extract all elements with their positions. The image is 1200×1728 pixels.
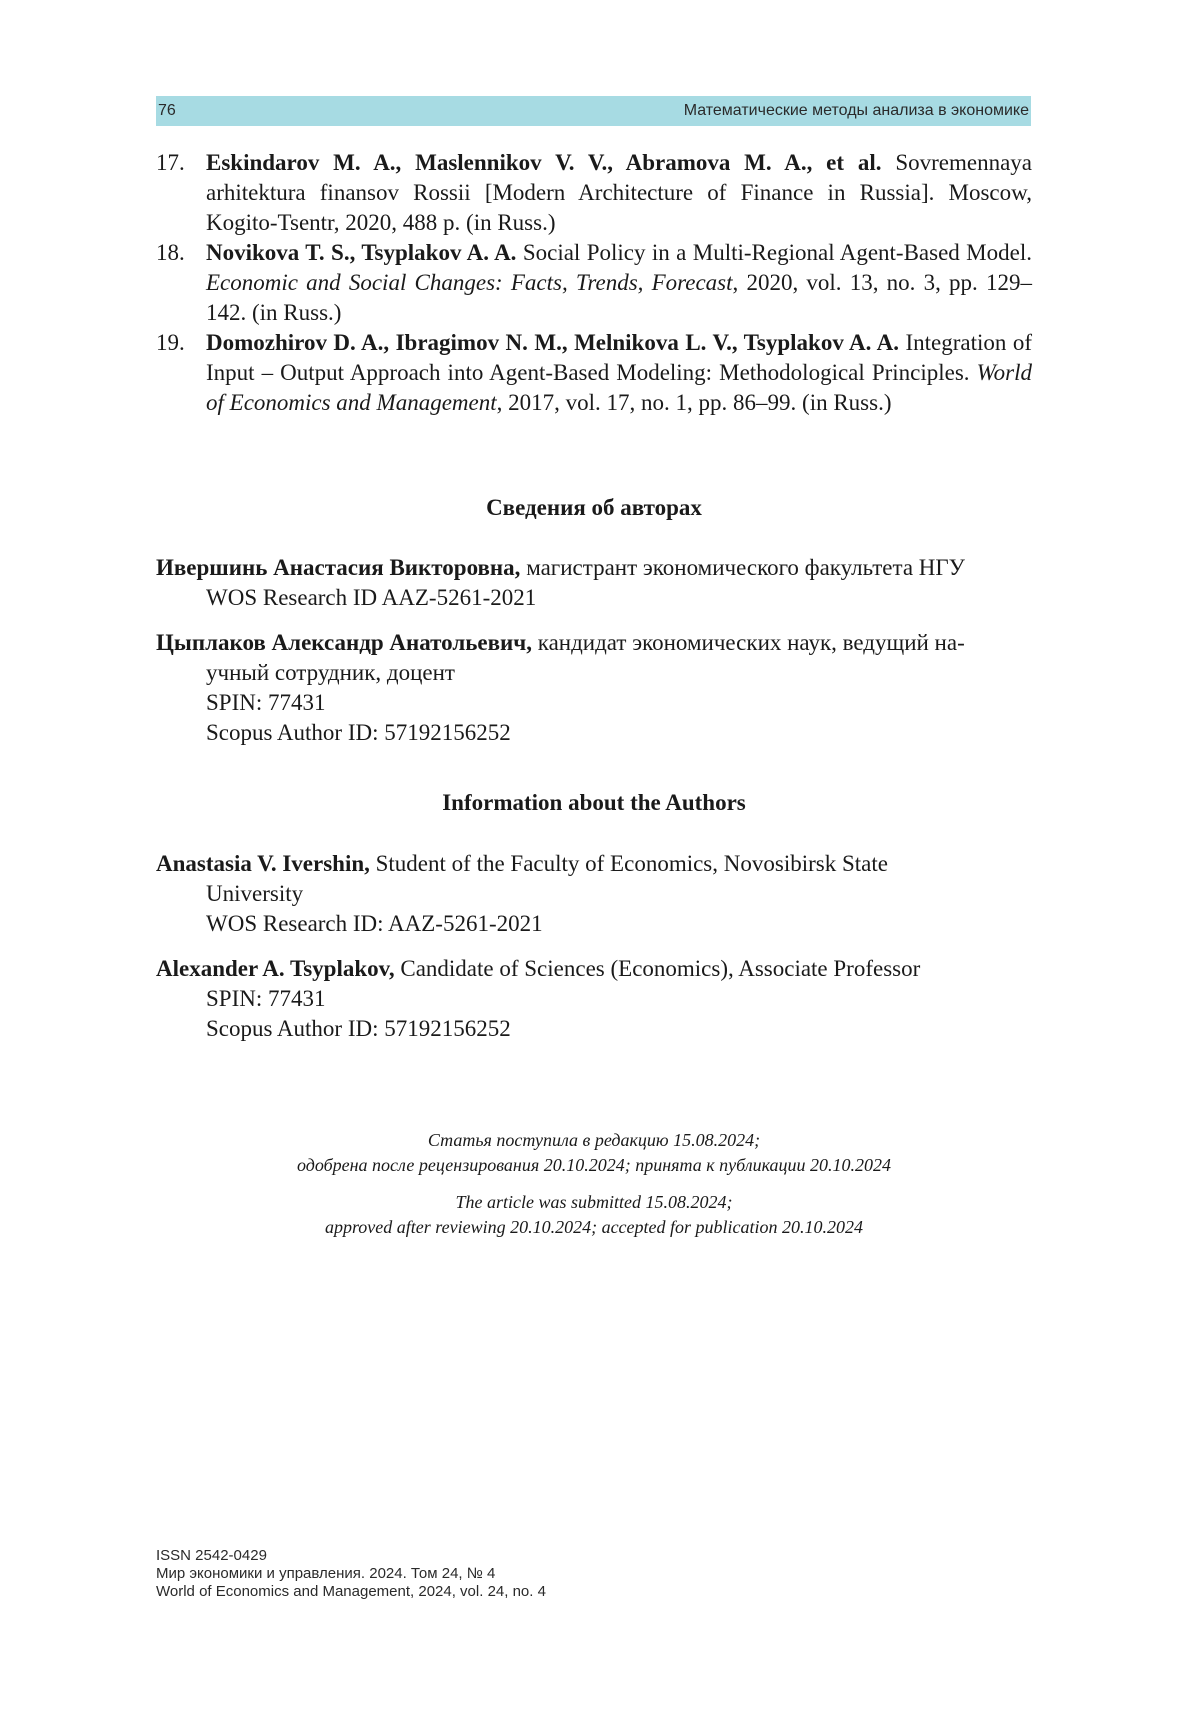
footer-journal-ru: Мир экономики и управления. 2024. Том 24, № 4 <box>156 1565 496 1582</box>
reference-details: , 2017, vol. 17, no. 1, pp. 86–99. (in Russ.) <box>496 390 892 415</box>
reference-body <box>206 238 1032 328</box>
author-name: Ивершинь Анастасия Викторовна, <box>156 555 521 580</box>
reference-number: 19. <box>156 330 185 355</box>
section-title: Математические методы анализа в экономике <box>683 102 1029 119</box>
reference-title: Social Policy in a Multi-Regional Agent-Based Model. <box>516 240 1032 265</box>
page-number: 76 <box>158 102 176 119</box>
reference-item <box>156 148 1032 238</box>
dates-en <box>156 1190 1032 1240</box>
author-position: магистрант экономического факультета НГУ <box>520 555 965 580</box>
author-entry-en-1 <box>156 849 1032 939</box>
author-id: Scopus Author ID: 57192156252 <box>206 1016 511 1041</box>
author-position-cont: учный сотрудник, доцент <box>206 660 455 685</box>
author-position: кандидат экономических наук, ведущий на- <box>532 630 965 655</box>
author-name: Цыплаков Александр Анатольевич, <box>156 630 532 655</box>
dates-line: The article was submitted 15.08.2024; <box>455 1192 733 1212</box>
author-id: WOS Research ID AAZ-5261-2021 <box>206 585 537 610</box>
reference-item <box>156 238 1032 328</box>
reference-body <box>206 328 1032 418</box>
reference-number: 17. <box>156 150 185 175</box>
author-entry-en-2 <box>156 954 1032 1044</box>
author-id: SPIN: 77431 <box>206 986 326 1011</box>
author-position: Candidate of Sciences (Economics), Associate Professor <box>394 956 921 981</box>
page-footer <box>156 1547 546 1601</box>
reference-number: 18. <box>156 240 185 265</box>
reference-text: arhitektura finansov Rossii [Modern Architecture of Finance in Russia]. Moscow, <box>206 180 1032 205</box>
en-authors-heading: Information about the Authors <box>442 790 746 815</box>
reference-item <box>156 328 1032 418</box>
reference-details: , 2020, vol. 13, no. 3, pp. 129–142. (in Russ.) <box>206 270 1032 325</box>
dates-line: Статья поступила в редакцию 15.08.2024; <box>427 1130 761 1150</box>
reference-body <box>206 148 1032 238</box>
footer-issn: ISSN 2542-0429 <box>156 1547 267 1564</box>
reference-journal: World of Economics and Management <box>206 360 1032 415</box>
footer-journal-en: World of Economics and Management, 2024, vol. 24, no. 4 <box>156 1583 546 1600</box>
ru-authors-heading: Сведения об авторах <box>486 495 702 520</box>
running-header <box>156 96 1031 126</box>
author-entry-ru-1 <box>156 553 1032 613</box>
dates-line: approved after reviewing 20.10.2024; accepted for publication 20.10.2024 <box>324 1217 864 1237</box>
dates-line: одобрена после рецензирования 20.10.2024; принята к публикации 20.10.2024 <box>296 1155 892 1175</box>
reference-authors: Novikova T. S., Tsyplakov A. A. <box>206 240 517 265</box>
author-position-cont: University <box>206 881 304 906</box>
author-id: SPIN: 77431 <box>206 690 326 715</box>
author-entry-ru-2 <box>156 628 1032 748</box>
reference-authors: Domozhirov D. A., Ibragimov N. M., Melnikova L. V., Tsyplakov A. A. <box>206 330 899 355</box>
author-name: Alexander A. Tsyplakov, <box>156 956 395 981</box>
dates-ru <box>156 1128 1032 1178</box>
author-id: WOS Research ID: AAZ-5261-2021 <box>206 911 543 936</box>
reference-title: Integration of Input – Output Approach into Agent-Based Modeling: Methodological Principles. <box>206 330 1032 385</box>
reference-authors: Eskindarov M. A., Maslennikov V. V., Abramova M. A., et al. <box>206 150 882 175</box>
reference-journal: Economic and Social Changes: Facts, Trends, Forecast <box>206 270 733 295</box>
author-position: Student of the Faculty of Economics, Novosibirsk State <box>369 851 888 876</box>
reference-text: Sovremennaya <box>881 150 1032 175</box>
author-id: Scopus Author ID: 57192156252 <box>206 720 511 745</box>
author-name: Anastasia V. Ivershin, <box>156 851 370 876</box>
reference-list <box>156 148 1032 418</box>
reference-text: Kogito-Tsentr, 2020, 488 p. (in Russ.) <box>206 210 556 235</box>
